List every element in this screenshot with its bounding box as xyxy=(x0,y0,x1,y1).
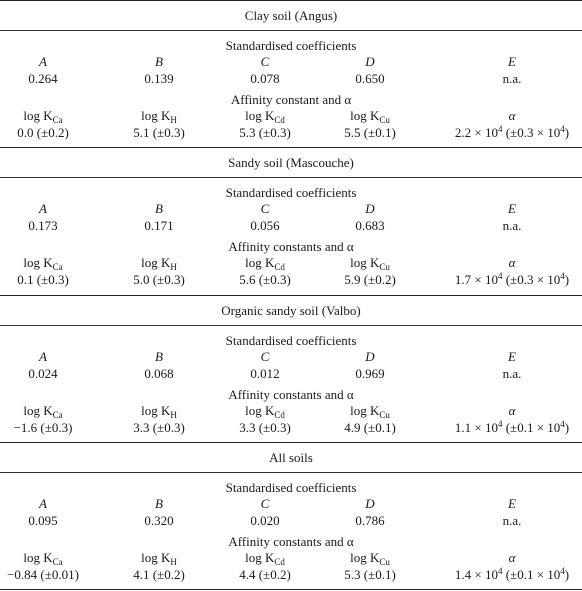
section-title: Organic sandy soil (Valbo) xyxy=(221,303,361,318)
coef-label: A xyxy=(39,496,47,511)
coef-value: 0.139 xyxy=(144,71,174,86)
alpha-mantissa: 1.1 xyxy=(454,420,472,435)
coef-label: C xyxy=(260,201,270,216)
coef-value: 0.171 xyxy=(144,218,174,233)
log-k-label xyxy=(350,255,390,271)
alpha-value xyxy=(455,420,569,436)
log-k-subscript: Ca xyxy=(52,262,63,272)
section-top-rule xyxy=(0,0,582,1)
section-title: Clay soil (Angus) xyxy=(244,8,338,23)
plus-minus-sign: ± xyxy=(510,567,518,582)
alpha-label: α xyxy=(508,108,516,123)
alpha-base: 10 xyxy=(547,567,561,582)
alpha-exponent: 4 xyxy=(497,124,503,134)
coef-value: 0.969 xyxy=(355,366,385,381)
log-k-value: 5.1 (±0.3) xyxy=(133,125,185,140)
coef-value: 0.068 xyxy=(144,366,174,381)
log-k-text: log K xyxy=(141,255,171,270)
coef-value: n.a. xyxy=(502,218,522,233)
alpha-exponent: 4 xyxy=(497,419,503,429)
log-k-label xyxy=(245,255,285,271)
log-k-value: 5.6 (±0.3) xyxy=(239,272,291,287)
separator: ) xyxy=(564,567,570,582)
separator: ) xyxy=(564,272,570,287)
log-k-text: log K xyxy=(23,403,53,418)
log-k-label xyxy=(141,403,177,419)
alpha-value xyxy=(455,272,569,288)
coef-label: C xyxy=(260,496,270,511)
coef-header: Standardised coefficients xyxy=(225,480,357,495)
affinity-header: Affinity constant and α xyxy=(230,92,352,107)
coef-label: A xyxy=(39,201,47,216)
coef-label: E xyxy=(508,201,516,216)
section-title-rule xyxy=(0,30,582,31)
coef-value: 0.650 xyxy=(355,71,385,86)
log-k-value: 5.0 (±0.3) xyxy=(133,272,185,287)
plus-minus-sign: ± xyxy=(510,272,518,287)
log-k-subscript: Cu xyxy=(379,115,390,125)
alpha-error-mantissa: 0.1 xyxy=(517,420,534,435)
alpha-base: 10 xyxy=(547,420,561,435)
coef-label: E xyxy=(508,496,516,511)
log-k-subscript: Ca xyxy=(52,557,63,567)
alpha-base: 10 xyxy=(484,272,498,287)
log-k-subscript: Cu xyxy=(379,557,390,567)
section-title-rule xyxy=(0,177,582,178)
coef-label: D xyxy=(365,496,375,511)
plus-minus-sign: ± xyxy=(510,125,518,140)
times-sign: × xyxy=(474,125,482,140)
log-k-value: 5.3 (±0.3) xyxy=(239,125,291,140)
coef-value: 0.320 xyxy=(144,513,174,528)
log-k-text: log K xyxy=(350,403,380,418)
log-k-label xyxy=(245,550,285,566)
log-k-value: 4.4 (±0.2) xyxy=(239,567,291,582)
coef-label: C xyxy=(260,54,270,69)
affinity-header: Affinity constants and α xyxy=(228,387,354,402)
coef-value: 0.683 xyxy=(355,218,385,233)
log-k-label xyxy=(350,550,390,566)
coef-value: 0.012 xyxy=(250,366,280,381)
alpha-mantissa: 1.4 xyxy=(454,567,472,582)
alpha-base: 10 xyxy=(547,125,561,140)
log-k-subscript: H xyxy=(170,115,177,125)
log-k-label xyxy=(350,108,390,124)
log-k-subscript: Cu xyxy=(379,410,390,420)
log-k-subscript: H xyxy=(170,410,177,420)
alpha-base: 10 xyxy=(484,420,498,435)
coef-header: Standardised coefficients xyxy=(225,333,357,348)
separator: ( xyxy=(502,125,511,140)
log-k-value: 5.5 (±0.1) xyxy=(344,125,396,140)
log-k-value: 3.3 (±0.3) xyxy=(133,420,185,435)
coef-value: n.a. xyxy=(502,366,522,381)
log-k-subscript: Ca xyxy=(52,115,63,125)
log-k-value: −1.6 (±0.3) xyxy=(13,420,73,435)
coef-label: B xyxy=(155,201,163,216)
log-k-subscript: Ca xyxy=(52,410,63,420)
alpha-error-mantissa: 0.3 xyxy=(517,125,534,140)
coef-label: E xyxy=(508,54,516,69)
log-k-text: log K xyxy=(245,255,275,270)
log-k-text: log K xyxy=(350,108,380,123)
alpha-error-mantissa: 0.1 xyxy=(517,567,534,582)
coef-label: D xyxy=(365,201,375,216)
coef-label: B xyxy=(155,349,163,364)
log-k-value: 5.3 (±0.1) xyxy=(344,567,396,582)
log-k-label xyxy=(141,550,177,566)
affinity-header: Affinity constants and α xyxy=(228,534,354,549)
alpha-label: α xyxy=(508,550,516,565)
coef-header: Standardised coefficients xyxy=(225,38,357,53)
alpha-base: 10 xyxy=(484,567,498,582)
alpha-label: α xyxy=(508,403,516,418)
alpha-exponent: 4 xyxy=(560,271,565,281)
section-title: Sandy soil (Mascouche) xyxy=(228,155,354,170)
coef-value: 0.078 xyxy=(250,71,280,86)
separator: ( xyxy=(502,272,511,287)
coef-value: n.a. xyxy=(502,513,522,528)
log-k-subscript: Cd xyxy=(274,410,285,420)
coef-value: 0.095 xyxy=(28,513,58,528)
log-k-value: −0.84 (±0.01) xyxy=(7,567,79,582)
log-k-value: 0.1 (±0.3) xyxy=(17,272,69,287)
alpha-base: 10 xyxy=(484,125,498,140)
times-sign: × xyxy=(474,420,482,435)
log-k-label xyxy=(23,108,62,124)
section-top-rule xyxy=(0,442,582,443)
log-k-text: log K xyxy=(141,108,171,123)
log-k-text: log K xyxy=(245,550,275,565)
log-k-subscript: H xyxy=(170,557,177,567)
log-k-text: log K xyxy=(141,550,171,565)
log-k-subscript: Cu xyxy=(379,262,390,272)
section-title: All soils xyxy=(269,450,313,465)
log-k-label xyxy=(141,108,177,124)
alpha-exponent: 4 xyxy=(560,419,565,429)
times-sign: × xyxy=(474,567,482,582)
coef-label: A xyxy=(39,349,47,364)
log-k-label xyxy=(141,255,177,271)
coef-value: 0.173 xyxy=(28,218,58,233)
alpha-mantissa: 1.7 xyxy=(454,272,472,287)
coef-label: D xyxy=(365,54,375,69)
log-k-text: log K xyxy=(245,108,275,123)
log-k-value: 4.1 (±0.2) xyxy=(133,567,185,582)
log-k-value: 5.9 (±0.2) xyxy=(344,272,396,287)
table-bottom-rule xyxy=(0,589,582,590)
log-k-subscript: Cd xyxy=(274,262,285,272)
log-k-value: 3.3 (±0.3) xyxy=(239,420,291,435)
section-title-rule xyxy=(0,472,582,473)
alpha-base: 10 xyxy=(547,272,561,287)
separator: ) xyxy=(564,125,570,140)
coef-label: C xyxy=(260,349,270,364)
times-sign: × xyxy=(536,272,545,287)
section-top-rule xyxy=(0,295,582,296)
log-k-text: log K xyxy=(23,550,53,565)
alpha-label: α xyxy=(508,255,516,270)
log-k-label xyxy=(23,550,62,566)
alpha-exponent: 4 xyxy=(560,124,565,134)
plus-minus-sign: ± xyxy=(510,420,518,435)
coef-value: 0.056 xyxy=(250,218,280,233)
log-k-value: 0.0 (±0.2) xyxy=(17,125,69,140)
coef-label: B xyxy=(155,496,163,511)
coef-value: 0.020 xyxy=(250,513,280,528)
separator: ) xyxy=(564,420,570,435)
alpha-exponent: 4 xyxy=(497,271,503,281)
separator: ( xyxy=(502,420,511,435)
log-k-label xyxy=(23,403,62,419)
separator: ( xyxy=(502,567,511,582)
log-k-text: log K xyxy=(23,255,53,270)
log-k-text: log K xyxy=(23,108,53,123)
coef-value: 0.264 xyxy=(28,71,58,86)
log-k-text: log K xyxy=(350,550,380,565)
log-k-label xyxy=(23,255,62,271)
coef-value: 0.786 xyxy=(355,513,385,528)
coef-value: 0.024 xyxy=(28,366,58,381)
coef-label: B xyxy=(155,54,163,69)
log-k-subscript: Cd xyxy=(274,115,285,125)
coef-label: D xyxy=(365,349,375,364)
times-sign: × xyxy=(474,272,482,287)
coef-value: n.a. xyxy=(502,71,522,86)
log-k-text: log K xyxy=(141,403,171,418)
log-k-text: log K xyxy=(245,403,275,418)
log-k-label xyxy=(350,403,390,419)
alpha-exponent: 4 xyxy=(497,566,503,576)
alpha-value xyxy=(455,125,569,141)
times-sign: × xyxy=(536,420,545,435)
coef-header: Standardised coefficients xyxy=(225,185,357,200)
log-k-value: 4.9 (±0.1) xyxy=(344,420,396,435)
alpha-value xyxy=(455,567,569,583)
section-title-rule xyxy=(0,325,582,326)
alpha-error-mantissa: 0.3 xyxy=(517,272,534,287)
alpha-mantissa: 2.2 xyxy=(454,125,472,140)
alpha-exponent: 4 xyxy=(560,566,565,576)
coef-label: A xyxy=(39,54,47,69)
log-k-subscript: H xyxy=(170,262,177,272)
log-k-label xyxy=(245,403,285,419)
log-k-subscript: Cd xyxy=(274,557,285,567)
log-k-text: log K xyxy=(350,255,380,270)
times-sign: × xyxy=(536,125,545,140)
coef-label: E xyxy=(508,349,516,364)
times-sign: × xyxy=(536,567,545,582)
log-k-label xyxy=(245,108,285,124)
affinity-header: Affinity constants and α xyxy=(228,239,354,254)
section-top-rule xyxy=(0,147,582,148)
